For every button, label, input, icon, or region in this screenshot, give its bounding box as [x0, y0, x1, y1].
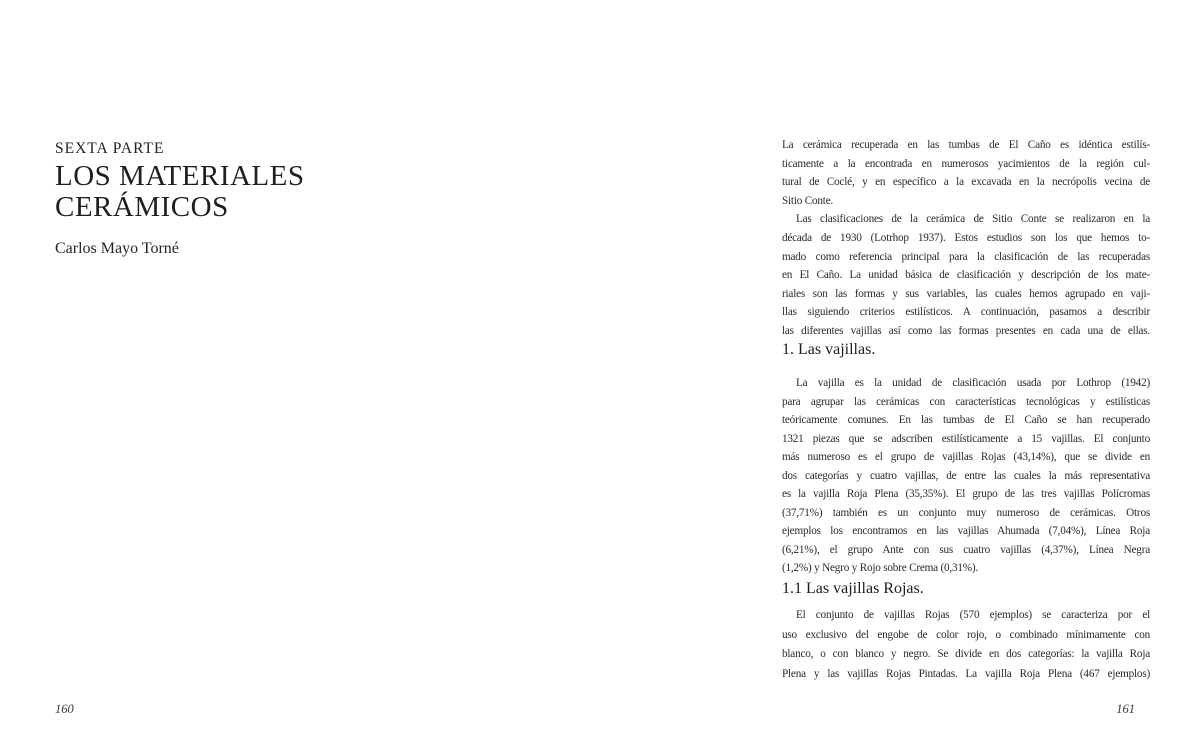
section-1-1-paragraph	[782, 606, 1150, 684]
body-line: Plena y las vajillas Rojas Pintadas. La vajilla Roja Plena (467 ejemplos)	[782, 667, 1150, 680]
body-line: en El Caño. La unidad básica de clasificación y descripción de los mate-	[782, 269, 1150, 282]
body-line: década de 1930 (Lotrhop 1937). Estos estudios son los que hemos to-	[782, 231, 1150, 244]
body-line: llas siguiendo criterios estilísticos. A continuación, pasamos a describir	[782, 306, 1150, 319]
body-line: Las clasificaciones de la cerámica de Sitio Conte se realizaron en la	[796, 213, 1150, 226]
body-line: (1,2%) y Negro y Rojo sobre Crema (0,31%).	[782, 562, 979, 574]
chapter-title-line-1: LOS MATERIALES	[55, 160, 305, 192]
body-line: (37,71%) también es un conjunto muy numeroso de cerámicas. Otros	[782, 506, 1150, 519]
body-line: 1321 piezas que se adscriben estilísticamente a 15 vajillas. El conjunto	[782, 432, 1150, 445]
part-label: SEXTA PARTE	[55, 140, 165, 157]
page-number-right: 161	[1116, 702, 1135, 716]
body-line: uso exclusivo del engobe de color rojo, o combinado mínimamente con	[782, 628, 1150, 641]
body-line: La cerámica recuperada en las tumbas de El Caño es idéntica estilís-	[782, 139, 1150, 151]
body-line: dos categorías y cuatro vajillas, de entre las cuales la más representativa	[782, 469, 1150, 482]
body-line: El conjunto de vajillas Rojas (570 ejemplos) se caracteriza por el	[796, 609, 1150, 621]
body-line: Sitio Conte.	[782, 194, 834, 207]
body-line: teóricamente comunes. En las tumbas de El Caño se han recuperado	[782, 414, 1150, 426]
chapter-title-line-2: CERÁMICOS	[55, 191, 229, 223]
chapter-title	[55, 161, 304, 223]
body-line: ticamente a la encontrada en numerosos yacimientos de la región cul-	[782, 157, 1150, 170]
body-line: tural de Coclé, y en específico a la excavada en la necrópolis vecina de	[782, 176, 1150, 189]
section-1-paragraph	[782, 374, 1150, 578]
body-line: (6,21%), el grupo Ante con sus cuatro vajillas (4,37%), Línea Negra	[782, 543, 1150, 556]
body-line: mado como referencia principal para la clasificación de las recuperadas	[782, 250, 1150, 263]
body-line: más numeroso es el grupo de vajillas Rojas (43,14%), que se divide en	[782, 451, 1150, 463]
body-line: es la vajilla Roja Plena (35,35%). El grupo de las tres vajillas Polícromas	[782, 488, 1150, 500]
section-heading-vajillas-rojas: 1.1 Las vajillas Rojas.	[782, 580, 924, 597]
section-heading-vajillas: 1. Las vajillas.	[782, 341, 876, 358]
body-line: para agrupar las cerámicas con características tecnológicas y estilísticas	[782, 395, 1150, 408]
body-line: La vajilla es la unidad de clasificación usada por Lothrop (1942)	[796, 377, 1150, 389]
body-line: las diferentes vajillas así como las formas presentes en cada una de ellas.	[782, 324, 1150, 337]
page-number-left: 160	[55, 702, 74, 716]
author-name: Carlos Mayo Torné	[55, 240, 179, 257]
body-line: riales son las formas y sus variables, las cuales hemos agrupado en vaji-	[782, 287, 1150, 300]
body-line: ejemplos los encontramos en las vajillas Ahumada (7,04%), Línea Roja	[782, 525, 1150, 537]
intro-paragraphs	[782, 136, 1150, 341]
body-line: blanco, o con blanco y negro. Se divide en dos categorías: la vajilla Roja	[782, 648, 1150, 660]
